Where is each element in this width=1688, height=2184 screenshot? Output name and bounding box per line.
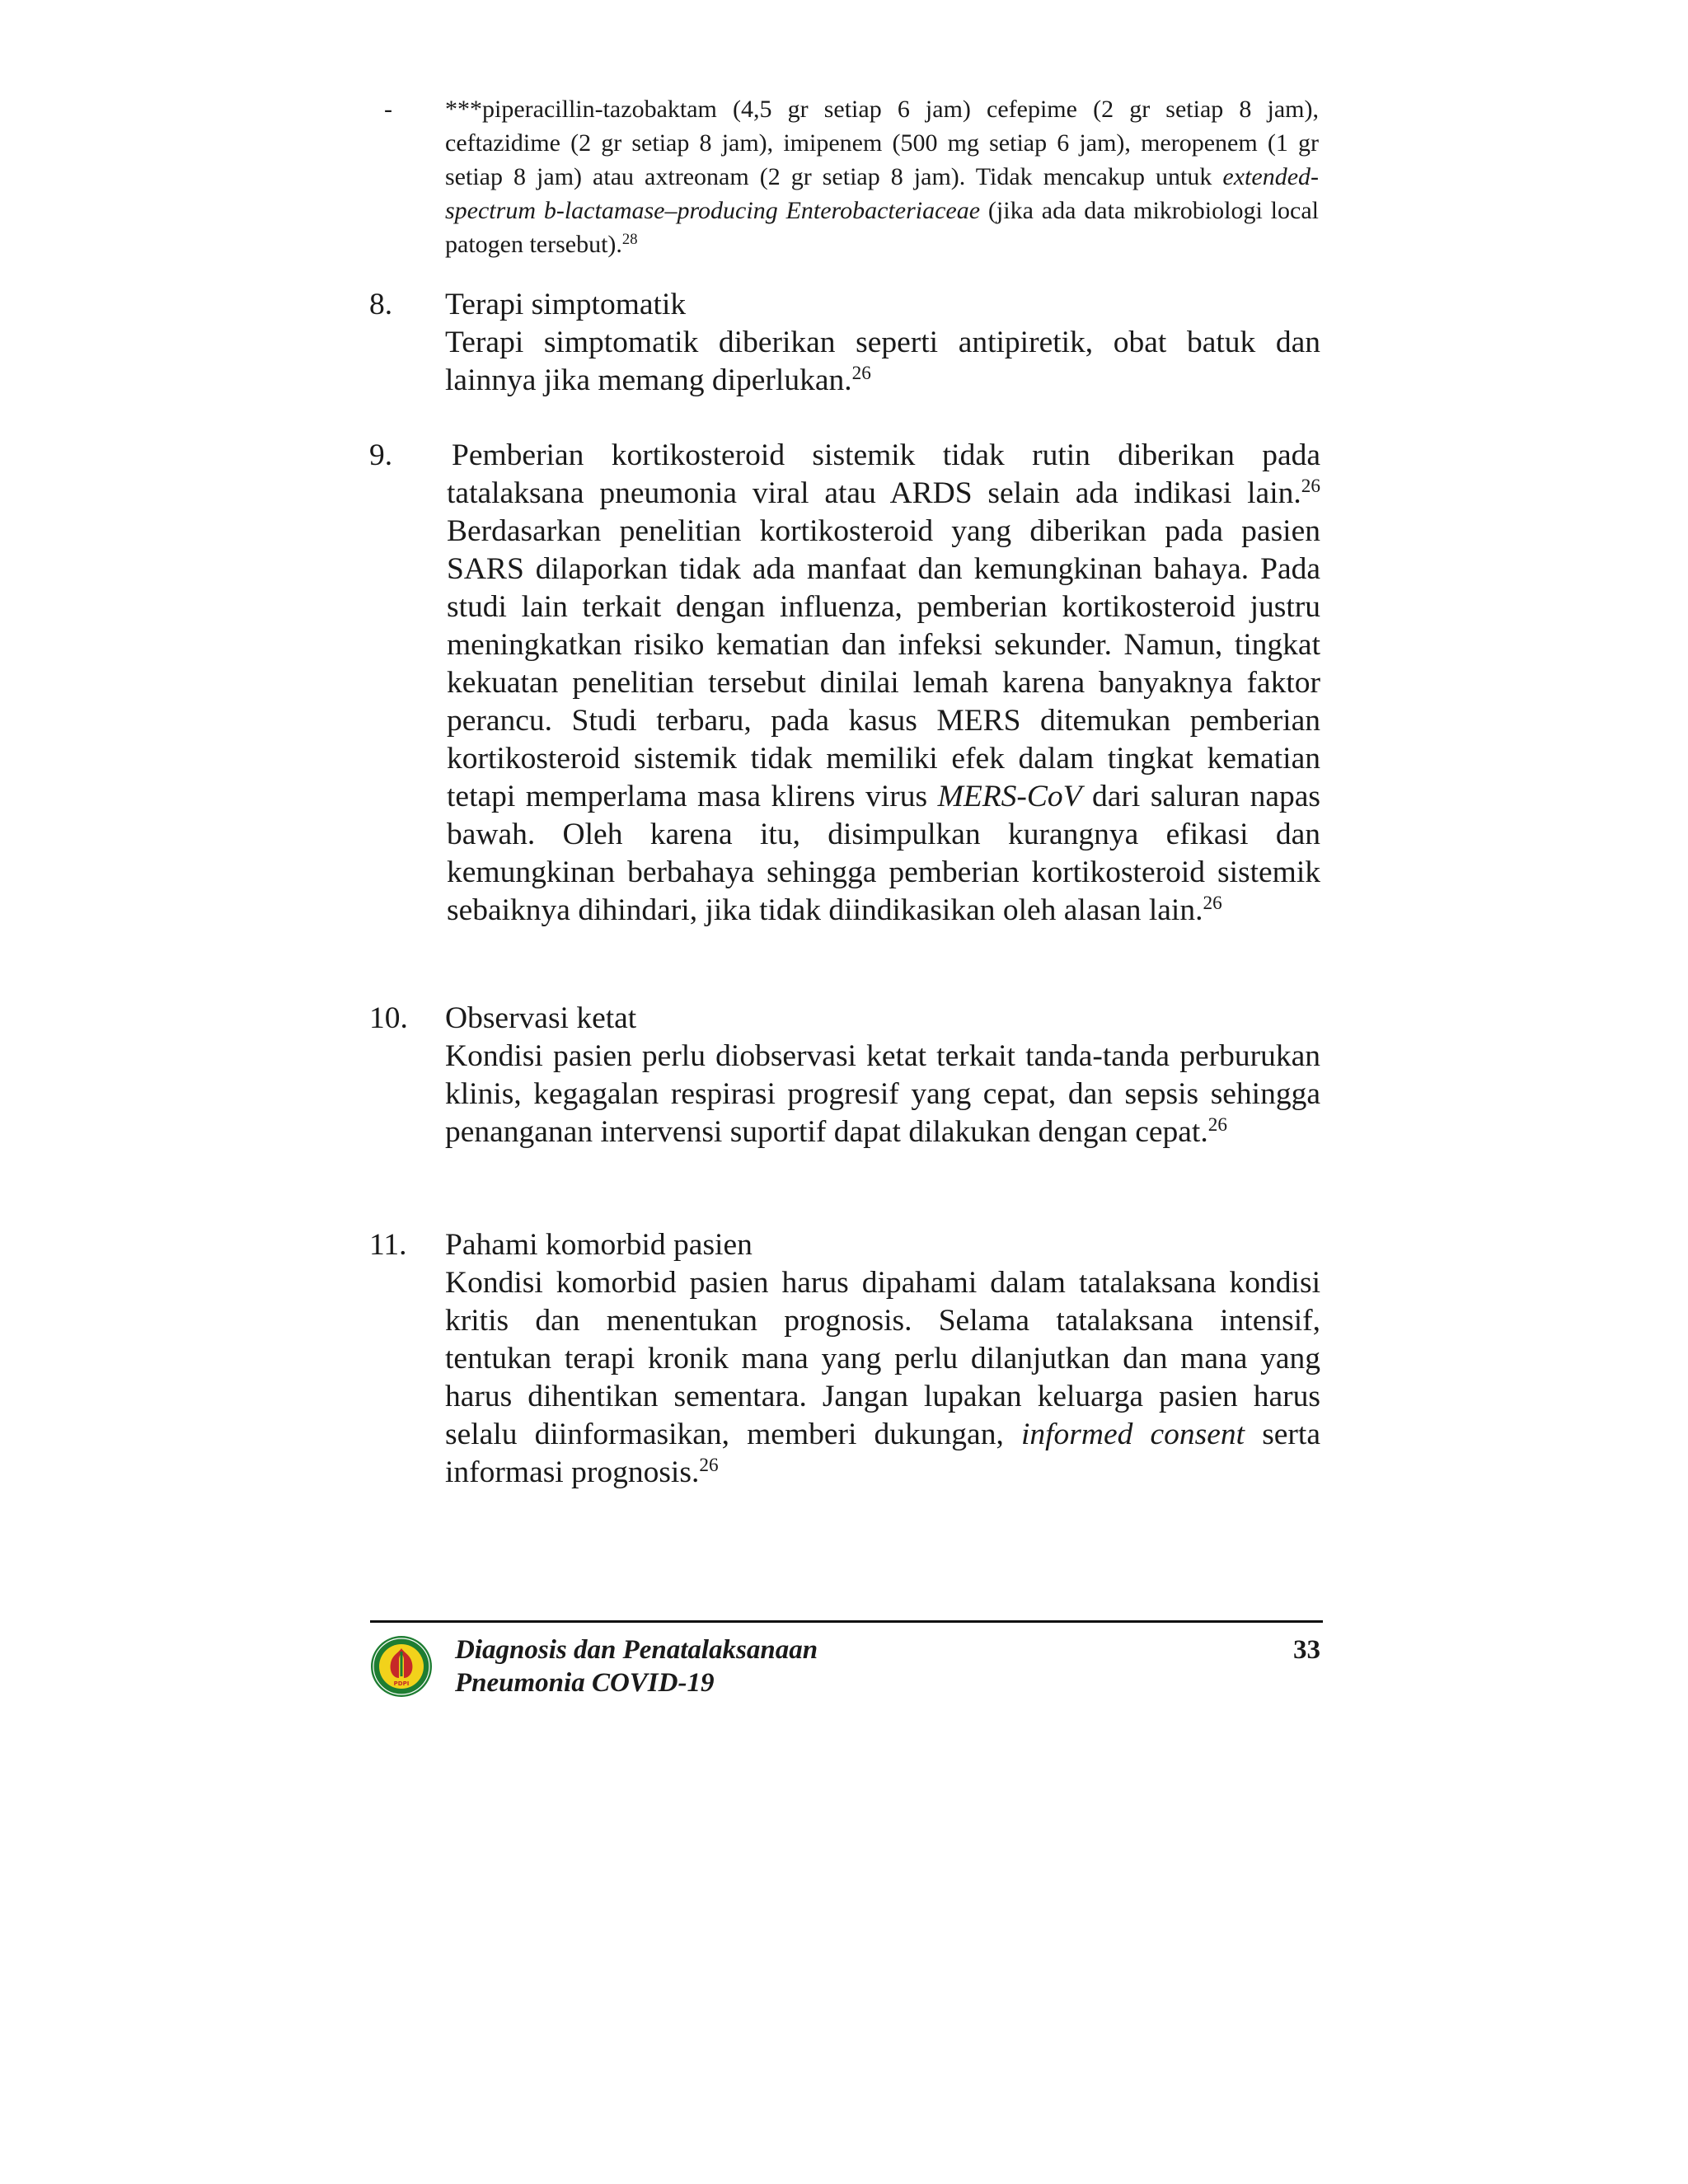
virus-name-italic: MERS-CoV: [937, 780, 1082, 813]
item-body: tatalaksana pneumonia viral atau ARDS selain ada indikasi lain.$^{26}$ Berdasarkan penelitian kortikosteroid yang diberikan pada pasien SARS dilaporkan tidak ada manfaat dan kemungkinan bahaya. Pada studi lain terkait dengan influenza, pemberian kortikosteroid justru meningkatkan risiko kematian dan infeksi sekunder. Namun, tingkat kekuatan penelitian tersebut dinilai lemah karena banyaknya faktor perancu. Studi terbaru, pada kasus MERS ditemukan pemberian kortikosteroid sistemik tidak memiliki efek dalam tingkat kematian tetapi memperlama masa klirens virus MERS-CoV dari saluran napas bawah. Oleh karena itu, disimpulkan kurangnya efikasi dan kemungkinan berbahaya sehingga pemberian kortikosteroid sistemik sebaiknya dihindari, jika tidak diindikasikan oleh alasan lain.$^{26}$: [447, 476, 1320, 927]
bullet-italic-term: extended-spectrum b-lactamase–producing Enterobacteriaceae: [445, 163, 1319, 224]
pdpi-logo-icon: [370, 1635, 433, 1698]
item-first-line: Pemberian kortikosteroid sistemik tidak rutin diberikan pada: [452, 438, 1320, 472]
reference-superscript: 26: [851, 363, 871, 385]
reference-superscript: 28: [621, 230, 638, 248]
item-number: 9.: [369, 438, 393, 472]
footer-title-line-1: Diagnosis dan Penatalaksanaan: [455, 1635, 818, 1665]
list-item-8: [369, 286, 1320, 400]
item-body: Kondisi pasien perlu diobservasi ketat terkait tanda-tanda perburukan klinis, kegagalan respirasi progresif yang cepat, dan sepsis sehingga penanganan intervensi suportif dapat dilakukan dengan cepat.$^{26}$: [445, 1039, 1320, 1149]
list-item-11: [369, 1226, 1320, 1492]
item-heading: Terapi simptomatik: [445, 288, 687, 321]
logo-lettering: PDPI: [393, 1680, 410, 1687]
item-number: 8.: [369, 288, 393, 321]
item-number: 10.: [369, 1001, 408, 1035]
list-item-10: [369, 1000, 1320, 1151]
bullet-dash: -: [384, 96, 392, 123]
item-body: Kondisi komorbid pasien harus dipahami dalam tatalaksana kondisi kritis dan menentukan prognosis. Selama tatalaksana intensif, tentukan terapi kronik mana yang perlu dilanjutkan dan mana yang harus dihentikan sementara. Jangan lupakan keluarga pasien harus selalu diinformasikan, memberi dukungan, informed consent serta informasi prognosis.$^{26}$: [445, 1266, 1320, 1489]
page-number: 33: [1293, 1635, 1320, 1665]
reference-superscript: 26: [1301, 476, 1320, 498]
footer-divider: [370, 1620, 1323, 1623]
reference-superscript: 26: [699, 1455, 719, 1477]
item-heading: Pahami komorbid pasien: [445, 1228, 753, 1262]
reference-superscript: 26: [1207, 1114, 1227, 1137]
informed-consent-italic: informed consent: [1020, 1418, 1245, 1451]
footer-book-title: [455, 1633, 818, 1699]
item-number: 11.: [369, 1228, 407, 1262]
list-item-9: [369, 437, 1320, 930]
item-heading: Observasi ketat: [445, 1001, 637, 1035]
bullet-text: ***piperacillin-tazobaktam (4,5 gr setiap 6 jam) cefepime (2 gr setiap 8 jam), ceftazidime (2 gr setiap 8 jam), imipenem (500 mg setiap 6 jam), meropenem (1 gr setiap 8 jam) atau axtreonam (2 gr setiap 8 jam). Tidak mencakup untuk extended-spectrum b-lactamase–producing Enterobacteriaceae (jika ada data mikrobiologi local patogen tersebut).$^{28}$: [445, 96, 1319, 258]
item-body: Terapi simptomatik diberikan seperti antipiretik, obat batuk dan lainnya jika memang diperlukan.$^{26}$: [445, 326, 1320, 397]
antibiotic-bullet: [384, 92, 1319, 261]
reference-superscript: 26: [1203, 893, 1222, 915]
footer-title-line-2: Pneumonia COVID-19: [455, 1668, 715, 1698]
